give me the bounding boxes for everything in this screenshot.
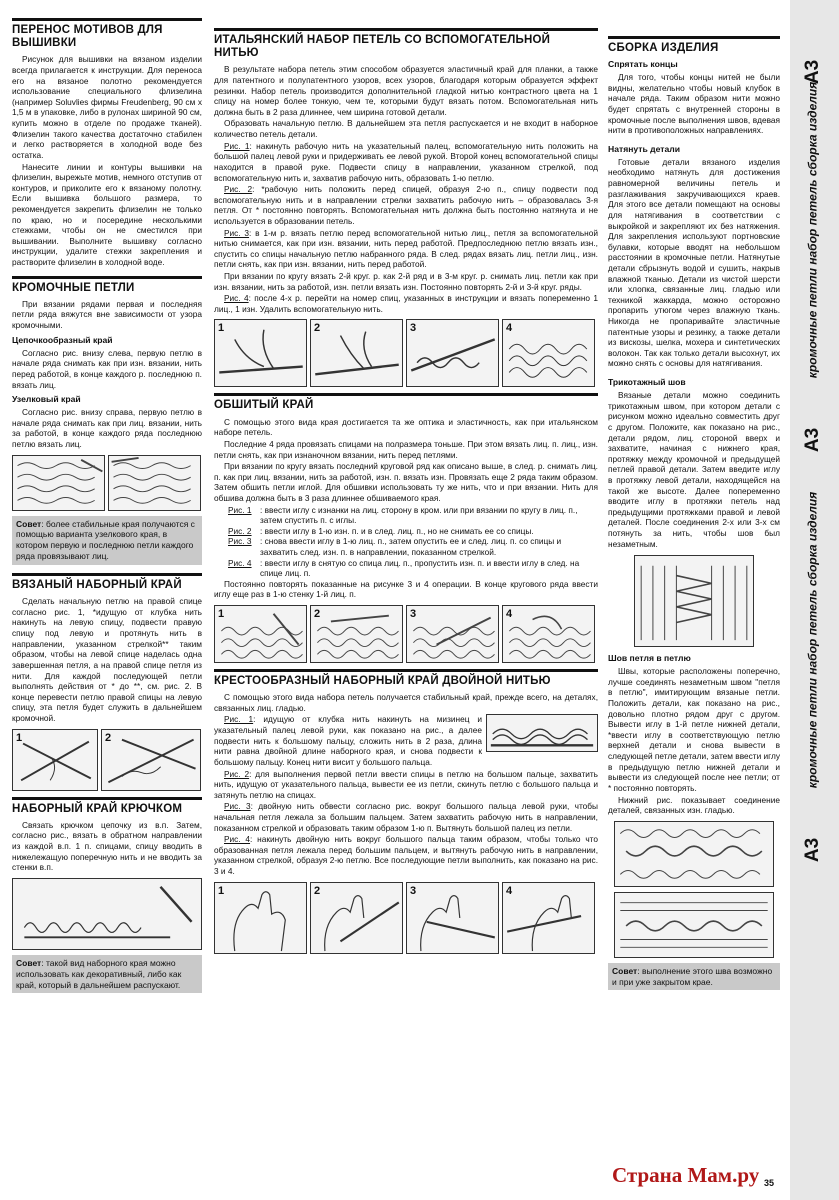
section-title-edge-stitches: КРОМОЧНЫЕ ПЕТЛИ <box>12 276 202 295</box>
tip-label: Совет <box>612 965 638 976</box>
section-title-assembly: СБОРКА ИЗДЕЛИЯ <box>608 36 780 55</box>
tip-box-kitchener <box>608 963 780 991</box>
paragraph: Для того, чтобы концы нитей не были видны, желательно чтобы новый клубок в начале ряда. Таким образом нити можно будет спрятать с внутренней стороны в кромочные после выполнения швов, вдевая нити в противоположных направлениях. <box>608 72 780 136</box>
step-item: Рис. 3 : снова ввести иглу в 1-ю лиц. п., затем опустить ее и след. лиц. п. со спицы и захватить след. изн. п. в направлении, показанном стрелкой. <box>228 536 562 557</box>
paragraph: Рис. 4: после 4-х р. перейти на номер спиц, указанных в инструкции и вязать попеременно 1 лиц., 1 изн. Удалить вспомогательную нить. <box>214 293 598 314</box>
paragraph: Постоянно повторять показанные на рисунке 3 и 4 операции. В конце кругового ряда ввести иглу еще раз в 1-ю стенку 1-й лиц. п. <box>214 578 598 600</box>
paragraph: Нижний рис. показывает соединение деталей, связанных изн. гладью. <box>608 794 780 816</box>
steps-list <box>228 505 598 579</box>
column-middle <box>214 0 598 959</box>
illustration-italian-3: 3 <box>406 319 499 387</box>
figure-edge-stitches <box>12 455 202 511</box>
cross-cast-on-step1-block <box>214 714 598 768</box>
illustration-italian-1: 1 <box>214 319 307 387</box>
illustration-cross-3: 3 <box>406 882 499 954</box>
column-left <box>12 0 202 998</box>
illustration-sewn-1: 1 <box>214 605 307 663</box>
tip-label: Совет <box>16 957 42 968</box>
paragraph: Связать крючком цепочку из в.п. Затем, согласно рис., вязать в обратном направлении из каждой в.п. 1 п. спицами, спицу вводить в нижележащую поперечную нить и не вводить за стенки в.п. <box>12 819 202 873</box>
figure-sewn-edge <box>214 605 598 663</box>
figure-italian-cast-on <box>214 319 598 387</box>
subheading-hide-ends: Спрятать концы <box>608 59 678 70</box>
paragraph: При вязании по кругу вязать 2-й круг. р. как 2-й ряд и в 3-м круг. р. снимать лиц. петли как при изн. вязании, нить за работой, изн. петли вязать изн. Постоянно повторять 2-й и 3-й круг. ряды. <box>214 271 598 292</box>
paragraph: При вязании по кругу вязать последний круговой ряд как описано выше, в след. р. снимать лиц. п. как при лиц. вязании, нить за работой, изн. п. вязать изн. Провязать еще 2 ряда таким образом. Затем обшить петли иглой. Для обшивки использовать ту же нить, что и при вязании. Нить для обшива должна быть в 3 раза длиннее обшиваемого края. <box>214 461 598 503</box>
section-title-crochet-cast-on: НАБОРНЫЙ КРАЙ КРЮЧКОМ <box>12 797 202 816</box>
paragraph: Последние 4 ряда провязать спицами на полразмера тоньше. При этом вязать лиц. п. лиц., изн. петли снять, как при изнаночном вязании, нить перед петлями. <box>214 438 598 460</box>
section-title-sewn-edge: ОБШИТЫЙ КРАЙ <box>214 393 598 412</box>
illustration-cross-2: 2 <box>310 882 403 954</box>
paragraph: С помощью этого вида набора петель получается стабильный край, прежде всего, на деталях, связанных лиц. гладью. <box>214 692 598 713</box>
tip-text: : такой вид наборного края можно использовать как декоративный, либо как край, который в дальнейшем распускают. <box>16 957 182 990</box>
illustration-cross-4: 4 <box>502 882 595 954</box>
step-item: Рис. 4 : ввести иглу в снятую со спица лиц. п., пропустить изн. п. и ввести иглу в след. на спице лиц. п. <box>228 557 580 579</box>
paragraph: С помощью этого вида края достигается та же оптика и эластичность, как при итальянском наборе петель. <box>214 416 598 438</box>
illustration-cross-1: 1 <box>214 882 307 954</box>
figure-knitted-cast-on <box>12 729 202 791</box>
paragraph: В результате набора петель этим способом образуется эластичный край для планки, а также для патентного и полупатентного узоров, всех узоров, благодаря которым образуется эффект резинки. Набор петель производится дополнительной гладкой нитью контрастного цвета на 1 спицу на номер более тонкую, чем те, которыми будут вязать потом. Вспомогательная нить должна быть в 2 раза длиннее, чем ширина готовой детали. <box>214 64 598 117</box>
illustration-sewn-2: 2 <box>310 605 403 663</box>
watermark-logo: Страна Мам.ру <box>612 1163 760 1187</box>
subheading-knot-edge: Узелковый край <box>12 394 81 405</box>
subheading-block-pieces: Натянуть детали <box>608 143 681 154</box>
paragraph: Образовать начальную петлю. В дальнейшем эта петля распускается и не входит в наборное количество петель детали. <box>214 118 598 140</box>
section-title-embroidery-transfer: ПЕРЕНОС МОТИВОВ ДЛЯ ВЫШИВКИ <box>12 18 202 50</box>
illustration-kitchener-knit <box>614 821 774 887</box>
paragraph: Рис. 1: идущую от клубка нить накинуть на мизинец и указательный палец левой руки, как показано на рис., а далее подвести нить к большому пальцу, сложить нить в 2 раза, длина нити равна двойной длине наборного края, и снова подвести к большому пальцу. Конец нити висит у большого пальца. <box>214 714 482 767</box>
tip-label: Совет <box>16 518 42 529</box>
figure-cross-cast-on <box>214 882 598 954</box>
tip-box-crochet <box>12 955 202 994</box>
paragraph: Рис. 3: двойную нить обвести согласно рис. вокруг большого пальца левой руки, чтобы начальная петля лежала за большим пальцем. Затем захватить рабочую нить в направлении, показанном стрелкой и образовать таким образом 1-ю п. Вытянуть большой палец из петли. <box>214 801 598 833</box>
figure-number: 2 <box>105 731 112 744</box>
illustration-double-yarn <box>486 714 598 752</box>
paragraph: Вязаные детали можно соединить трикотажным швом, при котором детали с рисунком можно идеально совместить друг с другом. Положите, как показано на рис., детали рядом, лиц. стороной вверх и захватите, начиная с нижнего края, протяжку между кромочной и предыдущей петлей правой детали. Затем введите иглу в протяжку левой детали, находящейся на такой же высоте. Далее попеременно вводите иглу в протяжки петель над предыдущими протяжками правой и левой деталей. После соединения 2-х или 3-х см потянуть за нить, чтобы шов был незаметным. <box>608 390 780 549</box>
subheading-chain-edge: Цепочкообразный край <box>12 334 113 345</box>
subheading-mattress-stitch: Трикотажный шов <box>608 377 686 388</box>
paragraph: Нанесите линии и контуры вышивки на флизелин, вырежьте мотив, немного отступив от контуров, и приколите его к вязаному полотну. Если вышивка большого размера, то рекомендуется закрепить флизелин не только по краю, но и посередине несколькими стежками, чтобы он не сместился при вышивании. Выполните вышивку согласно инструкции, удалите стежки закрепления и растворите флизелин в холодной воде. <box>12 161 202 268</box>
paragraph: Рисунок для вышивки на вязаном изделии всегда прилагается к инструкции. Для переноса его на вязаное полотно рекомендуется использование специального флизелина (например Soluvlies фирмы Freudenberg, 90 см х 1,5 м в упаковке, либо в рулонах шириной 90 см, купить можно в отделе по продаже тканей). Флизелин такого качества достаточно стабилен и легко растворяется в холодной воде без остатка. <box>12 54 202 160</box>
illustration-knitted-cast-on-1 <box>12 729 98 791</box>
illustration-crochet-cast-on <box>12 878 202 950</box>
illustration-sewn-4: 4 <box>502 605 595 663</box>
paragraph: Согласно рис. внизу слева, первую петлю в начале ряда снимать как при изн. вязании, нить перед работой, в конце каждого р. последнюю п. вязать лиц. <box>12 347 202 390</box>
illustration-italian-2: 2 <box>310 319 403 387</box>
section-title-italian-cast-on: ИТАЛЬЯНСКИЙ НАБОР ПЕТЕЛЬ СО ВСПОМОГАТЕЛЬНОЙ НИТЬЮ <box>214 28 598 60</box>
illustration-knot-edge <box>108 455 201 511</box>
paragraph: Рис. 3: в 1-м р. вязать петлю перед вспомогательной нитью лиц., петля за вспомогательной нитью снимается, как при изн. вязании, нить перед работой. Предпоследнюю петлю вязать изн., спустить со спицы начальную петлю набранного ряда. В след. рядах вязать лиц. петли лиц., изн. петли снять, как при изн. вязании, нить перед работой. <box>214 227 599 270</box>
section-title-knitted-cast-on: ВЯЗАНЫЙ НАБОРНЫЙ КРАЙ <box>12 573 202 592</box>
illustration-chain-edge <box>12 455 105 511</box>
tip-text: : выполнение этого шва возможно и при уже закрытом крае. <box>612 965 773 987</box>
illustration-italian-4: 4 <box>502 319 595 387</box>
step-item: Рис. 1 : ввести иглу с изнанки на лиц. сторону в кром. или при вязании по кругу в лиц. п., затем спустить п. с иглы. <box>228 504 578 526</box>
paragraph: Готовые детали вязаного изделия необходимо натянуть для достижения равномерной величины петель и разглаживания закручивающихся краев. Для этого все детали помещают на основы для натягивания в соответствии с выкройкой и закрепляют их без натяжения. Для закрепления используют портновские булавки, которые вводят на небольшом расстоянии в кромочные петли. Натянутые детали сбрызнуть водой и сушить, накрыв влажной тканью. Детали из чистой шерсти или хлопка, связанные лиц. гладью или техникой жаккарда, можно осторожно пропарить утюгом через влажную ткань. Никогда не пропаривайте эластичные патентные узоры и резинку, а также детали из вискозы, шелка, мохера и синтетических волокон. Так как только детали высохнут, их можно снять с основы для натягивания. <box>608 156 780 369</box>
subheading-kitchener-stitch: Шов петля в петлю <box>608 653 691 664</box>
paragraph: При вязании рядами первая и последняя петли ряда вяжутся вне зависимости от узора кромочными. <box>12 298 202 331</box>
paragraph: Сделать начальную петлю на правой спице согласно рис. 1, *идущую от клубка нить накинуть на левую спицу, подвести правую спицу под левую и протянуть нить в направлении, указанном стрелкой** таким образом, чтобы на левой спице наделась одна завершенная петля, а на правой спице петля из нити. Для каждой последующей петли выполнять действия от * до **, см. рис. 2. В конце перевести петлю правой спицы на левую спицу, эта петля будет служить в дальнейшем кромочной. <box>12 596 202 723</box>
illustration-kitchener-purl <box>614 892 774 958</box>
paragraph: Рис. 2: *рабочую нить положить перед спицей, образуя 2-ю п., спицу подвести под вспомогательную нить и в направлении стрелки захватить рабочую нить – образовалась 3-я петля. От * постоянно повторять. Вспомогательная нить должна быть постоянно натянута и не используется в образовании петель. <box>214 184 598 226</box>
paragraph: Рис. 1: накинуть рабочую нить на указательный палец, вспомогательную нить положить на большой палец левой руки и придерживать ее левой рукой. Второй конец вспомогательной спицы находится в правой руке. Подвести спицу в направлении, указанном стрелкой, под вспомогательную нить и, захватив рабочую нить, образовать 1-ю петлю. <box>214 140 598 183</box>
page-number: 35 <box>764 1178 775 1188</box>
tip-text: : более стабильные края получаются с помощью варианта узелкового края, в котором первую и последнюю петли каждого ряда провязывают лиц. <box>16 518 195 562</box>
illustration-mattress-stitch <box>634 555 754 647</box>
paragraph: Швы, которые расположены поперечно, лучше соединять незаметным швом "петля в петлю", имитирующим вязаные петли. Положить детали, как показано на рис., довольно плотно рядом друг с другом. Вывести иглу в 1-й петле нижней детали, *ввести иглу в соответствующую петлю верхней детали и снова вывести в следующей петле детали, затем ввести иглу в предыдущую петлю нижней детали и вывести из следующей после нее петли; от * постоянно повторять. <box>608 666 780 793</box>
illustration-knitted-cast-on-2 <box>101 729 201 791</box>
section-title-cross-cast-on: КРЕСТООБРАЗНЫЙ НАБОРНЫЙ КРАЙ ДВОЙНОЙ НИТЬЮ <box>214 669 598 688</box>
illustration-sewn-3: 3 <box>406 605 499 663</box>
figure-number: 1 <box>16 731 23 744</box>
tip-box-edge <box>12 516 202 566</box>
paragraph: Рис. 4: накинуть двойную нить вокруг большого пальца таким образом, чтобы только что образованная петля лежала перед большим пальцем, и вытянуть рабочую нить в направлении, указанном стрелкой, образуя 2-ю петлю. Все последующие петли выполнить, как показано на рис. 3 и 4. <box>214 834 598 876</box>
column-right <box>608 0 780 995</box>
step-item: Рис. 2 : ввести иглу в 1-ю изн. п. и в след. лиц. п., но не снимать ее со спицы. <box>228 525 534 536</box>
paragraph: Согласно рис. внизу справа, первую петлю в начале ряда снимать как при лиц. вязании, нить за работой, в конце каждого ряда последнюю петлю вязать лиц. <box>12 407 202 449</box>
paragraph: Рис. 2: для выполнения первой петли ввести спицы в петлю на большом пальце, захватить нить, идущую от указательного пальца, вывести ее из петли, скинуть петлю с большого пальца и затянуть петлю на спицах. <box>214 768 599 800</box>
